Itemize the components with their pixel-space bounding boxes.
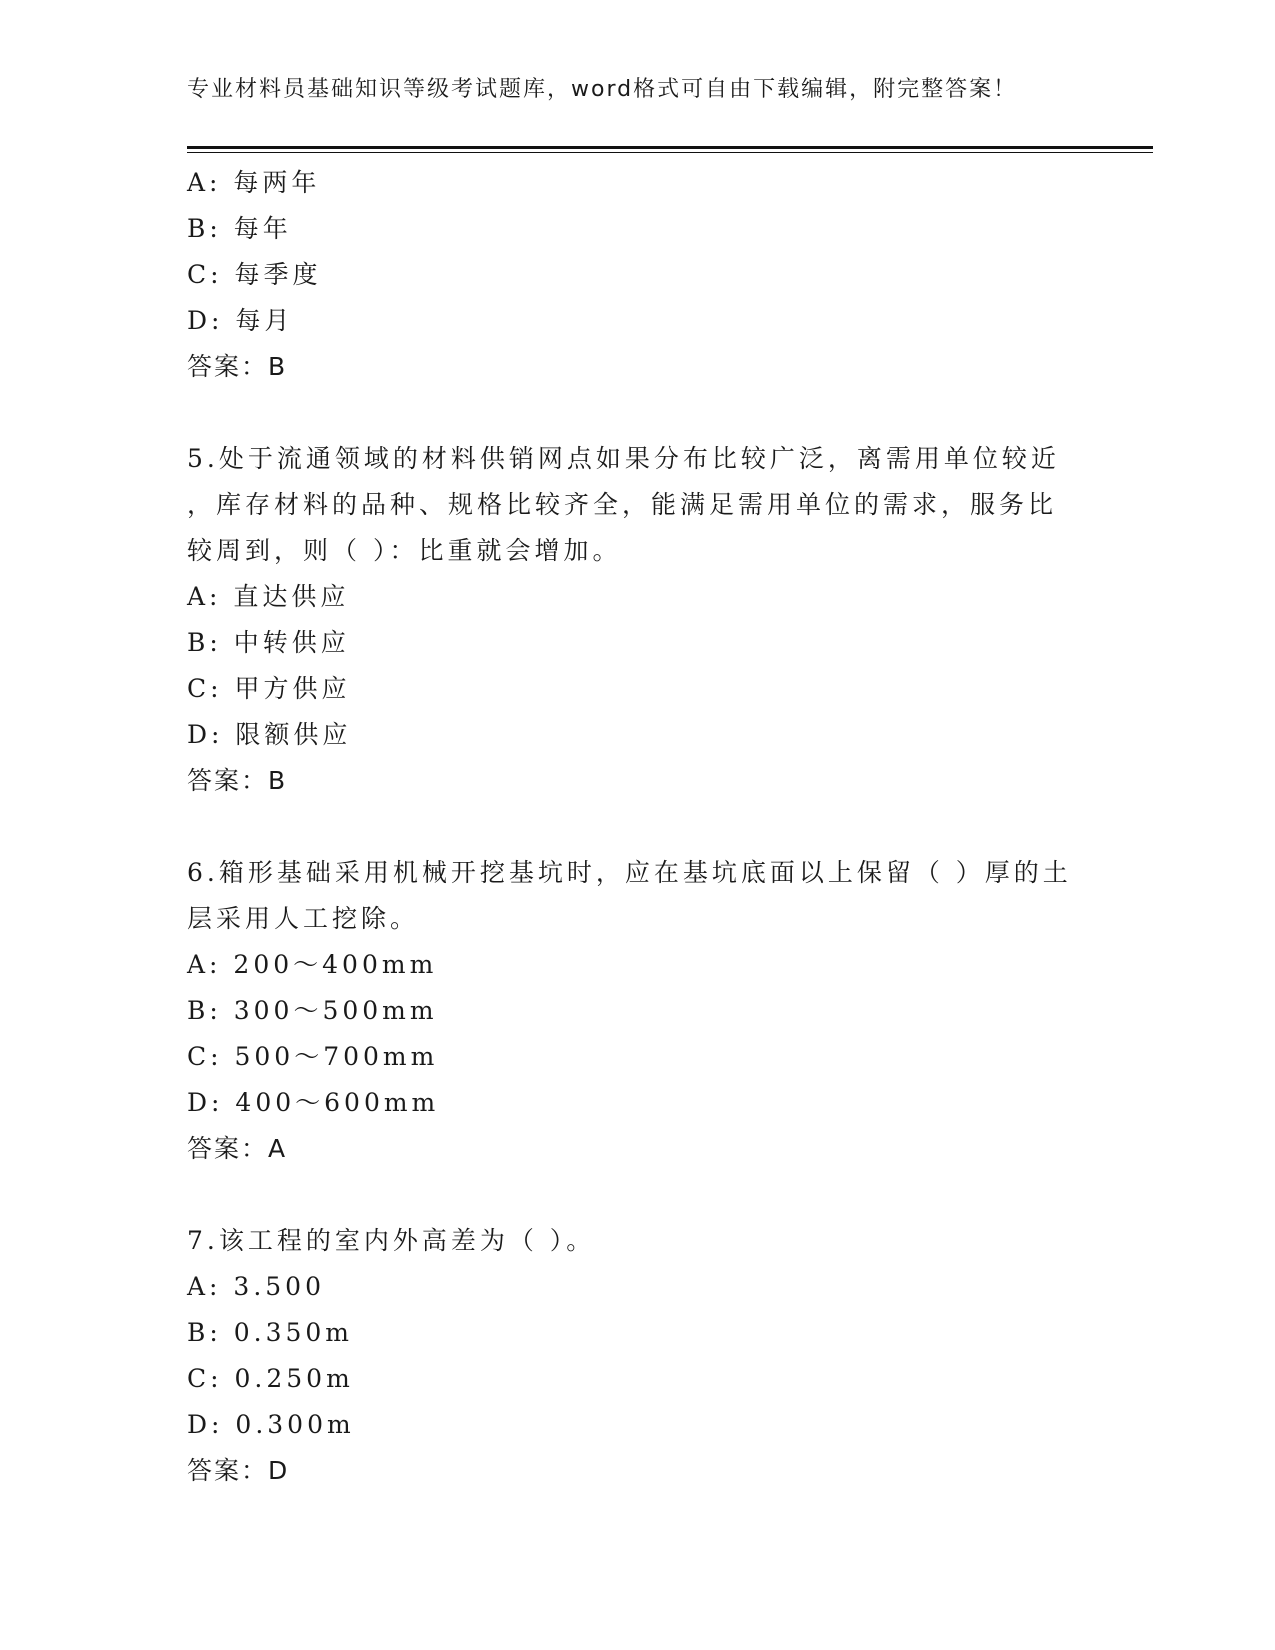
option-d: D: 0.300m	[187, 1410, 355, 1439]
question-7	[187, 1218, 1087, 1494]
question-list	[187, 160, 1087, 1494]
option-d: D: 每月	[187, 306, 294, 335]
question-text-line: 7.该工程的室内外高差为（ ）。	[187, 1226, 596, 1255]
option-a: A: 直达供应	[187, 582, 350, 611]
question-text-line: 层采用人工挖除。	[187, 904, 420, 933]
option-c: C: 500～700mm	[187, 1042, 439, 1071]
question-4	[187, 160, 1087, 390]
question-text-line: 6.箱形基础采用机械开挖基坑时，应在基坑底面以上保留（ ）厚的土	[187, 858, 1072, 887]
option-c: C: 甲方供应	[187, 674, 351, 703]
answer: 答案：B	[187, 766, 288, 795]
option-d: D: 限额供应	[187, 720, 352, 749]
answer: 答案：A	[187, 1134, 288, 1163]
question-text-line: ，库存材料的品种、规格比较齐全，能满足需用单位的需求，服务比	[187, 490, 1058, 519]
option-d: D: 400～600mm	[187, 1088, 440, 1117]
option-a: A: 200～400mm	[187, 950, 438, 979]
option-a: A: 每两年	[187, 168, 321, 197]
answer: 答案：D	[187, 1456, 290, 1485]
question-text-line: 5.处于流通领域的材料供销网点如果分布比较广泛，离需用单位较近	[187, 444, 1060, 473]
option-a: A: 3.500	[187, 1272, 325, 1301]
header-rule-thin	[187, 152, 1153, 153]
answer: 答案：B	[187, 352, 288, 381]
question-5	[187, 436, 1087, 804]
header-rule-thick	[187, 146, 1153, 149]
page-header: 专业材料员基础知识等级考试题库，word格式可自由下载编辑，附完整答案！	[187, 77, 1018, 102]
option-b: B: 0.350m	[187, 1318, 354, 1347]
option-b: B: 每年	[187, 214, 292, 243]
option-c: C: 0.250m	[187, 1364, 354, 1393]
question-text-line: 较周到，则（ ）：比重就会增加。	[187, 536, 622, 565]
question-6	[187, 850, 1087, 1172]
option-c: C: 每季度	[187, 260, 322, 289]
option-b: B: 中转供应	[187, 628, 350, 657]
option-b: B: 300～500mm	[187, 996, 438, 1025]
